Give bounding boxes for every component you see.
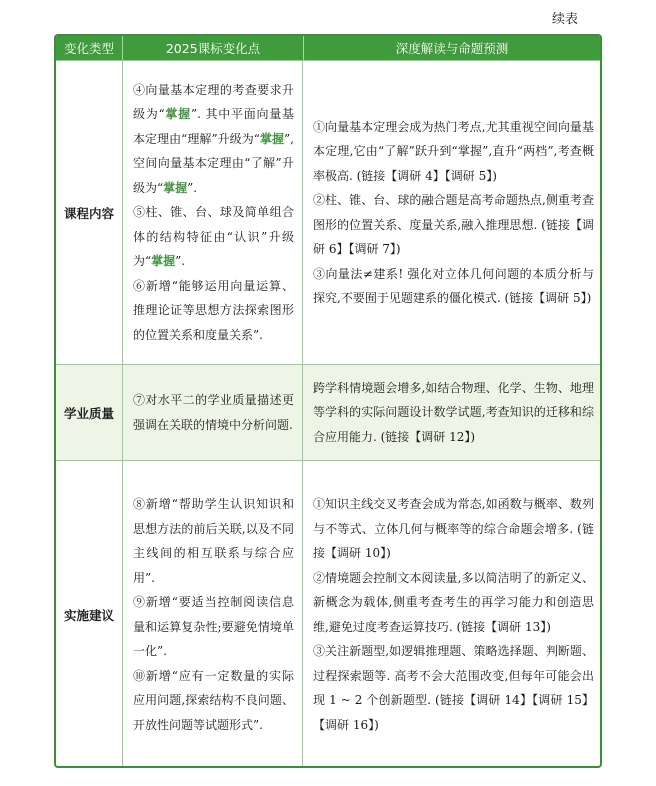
- analysis-item: ①向量基本定理会成为热门考点,尤其重视空间向量基本定理,它由“了解”跃升到“掌握”,直升“两档”,考查概率极高. (链接【调研 4】【调研 5】): [313, 119, 594, 183]
- change-text: ④向量基本定理的考查要求升级为“: [133, 82, 294, 122]
- row-type-label: 学业质量: [56, 365, 123, 460]
- change-text: ⑤柱、锥、台、球及简单组合体的结构特征由“认识”升级为“: [133, 205, 294, 269]
- change-text: ”.: [175, 254, 186, 269]
- analysis-item: ③向量法≠建系! 强化对立体几何问题的本质分析与探究,不要囿于见题建系的僵化模式. (链接【调研 5】): [313, 266, 594, 305]
- change-text: ⑨新增“要适当控制阅读信息量和运算复杂性;要避免情境单一化”.: [133, 595, 294, 658]
- analysis-cell: [303, 461, 600, 768]
- table-row: [56, 60, 600, 364]
- table-header: [56, 36, 600, 60]
- change-item: [133, 200, 294, 274]
- analysis-item: ②柱、锥、台、球的融合题是高考命题热点,侧重考查图形的位置关系、度量关系,融入推理思想. (链接【调研 6】【调研 7】): [313, 193, 594, 256]
- analysis-cell: [303, 365, 600, 460]
- change-item: [133, 274, 294, 348]
- change-item: [133, 664, 294, 738]
- change-item: [133, 78, 294, 201]
- change-text: ⑥新增“能够运用向量运算、推理论证等思想方法探索图形的位置关系和度量关系”.: [133, 278, 294, 342]
- change-item: [133, 590, 294, 664]
- changes-cell: [123, 461, 303, 768]
- analysis-item: ①知识主线交叉考查会成为常态,如函数与概率、数列与不等式、立体几何与概率等的综合命题会增多. (链接【调研 10】): [313, 497, 594, 560]
- highlight-term: 掌握: [164, 107, 191, 122]
- change-text: ”,空间向量基本定理由“了解”升级为“: [133, 131, 294, 195]
- row-type-label: 课程内容: [56, 61, 123, 364]
- change-text: ”. 其中平面向量基本定理由“理解”升级为“: [133, 107, 294, 146]
- changes-cell: [123, 365, 303, 460]
- change-text: ⑧新增“帮助学生认识知识和思想方法的前后关联,以及不同主线间的相互联系与综合应用”.: [133, 497, 294, 585]
- header-analysis: 深度解读与命题预测: [395, 41, 509, 56]
- highlight-term: 掌握: [259, 131, 285, 146]
- change-item: [133, 388, 294, 437]
- policy-table: [54, 34, 602, 768]
- analysis-item: ②情境题会控制文本阅读量,多以简洁明了的新定义、新概念为载体,侧重考查考生的再学习能力和创造思维,避免过度考查运算技巧. (链接【调研 13】): [313, 570, 594, 634]
- changes-cell: [123, 61, 303, 364]
- header-standard-changes: 2025课标变化点: [123, 36, 304, 60]
- analysis-item: ③关注新题型,如逻辑推理题、策略选择题、判断题、过程探索题等. 高考不会大范围改变,但每年可能会出现 1 ~ 2 个创新题型. (链接【调研 14】【调研 15】【调研 16】): [313, 644, 594, 732]
- header-change-type: 变化类型: [56, 36, 123, 60]
- highlight-term: 掌握: [151, 254, 176, 269]
- highlight-term: 掌握: [163, 180, 188, 195]
- change-text: ⑦对水平二的学业质量描述更强调在关联的情境中分析问题.: [133, 393, 294, 432]
- analysis-item: 跨学科情境题会增多,如结合物理、化学、生物、地理等学科的实际问题设计数学试题,考查知识的迁移和综合应用能力. (链接【调研 12】): [313, 380, 594, 444]
- row-type-label: 实施建议: [56, 461, 123, 768]
- change-text: ”.: [187, 180, 198, 195]
- change-item: [133, 492, 294, 590]
- continued-label: 续表: [551, 12, 578, 27]
- table-row: [56, 364, 600, 460]
- table-row: [56, 460, 600, 768]
- change-text: ⑩新增“应有一定数量的实际应用问题,探索结构不良问题、开放性问题等试题形式”.: [133, 668, 294, 732]
- analysis-cell: [303, 61, 600, 364]
